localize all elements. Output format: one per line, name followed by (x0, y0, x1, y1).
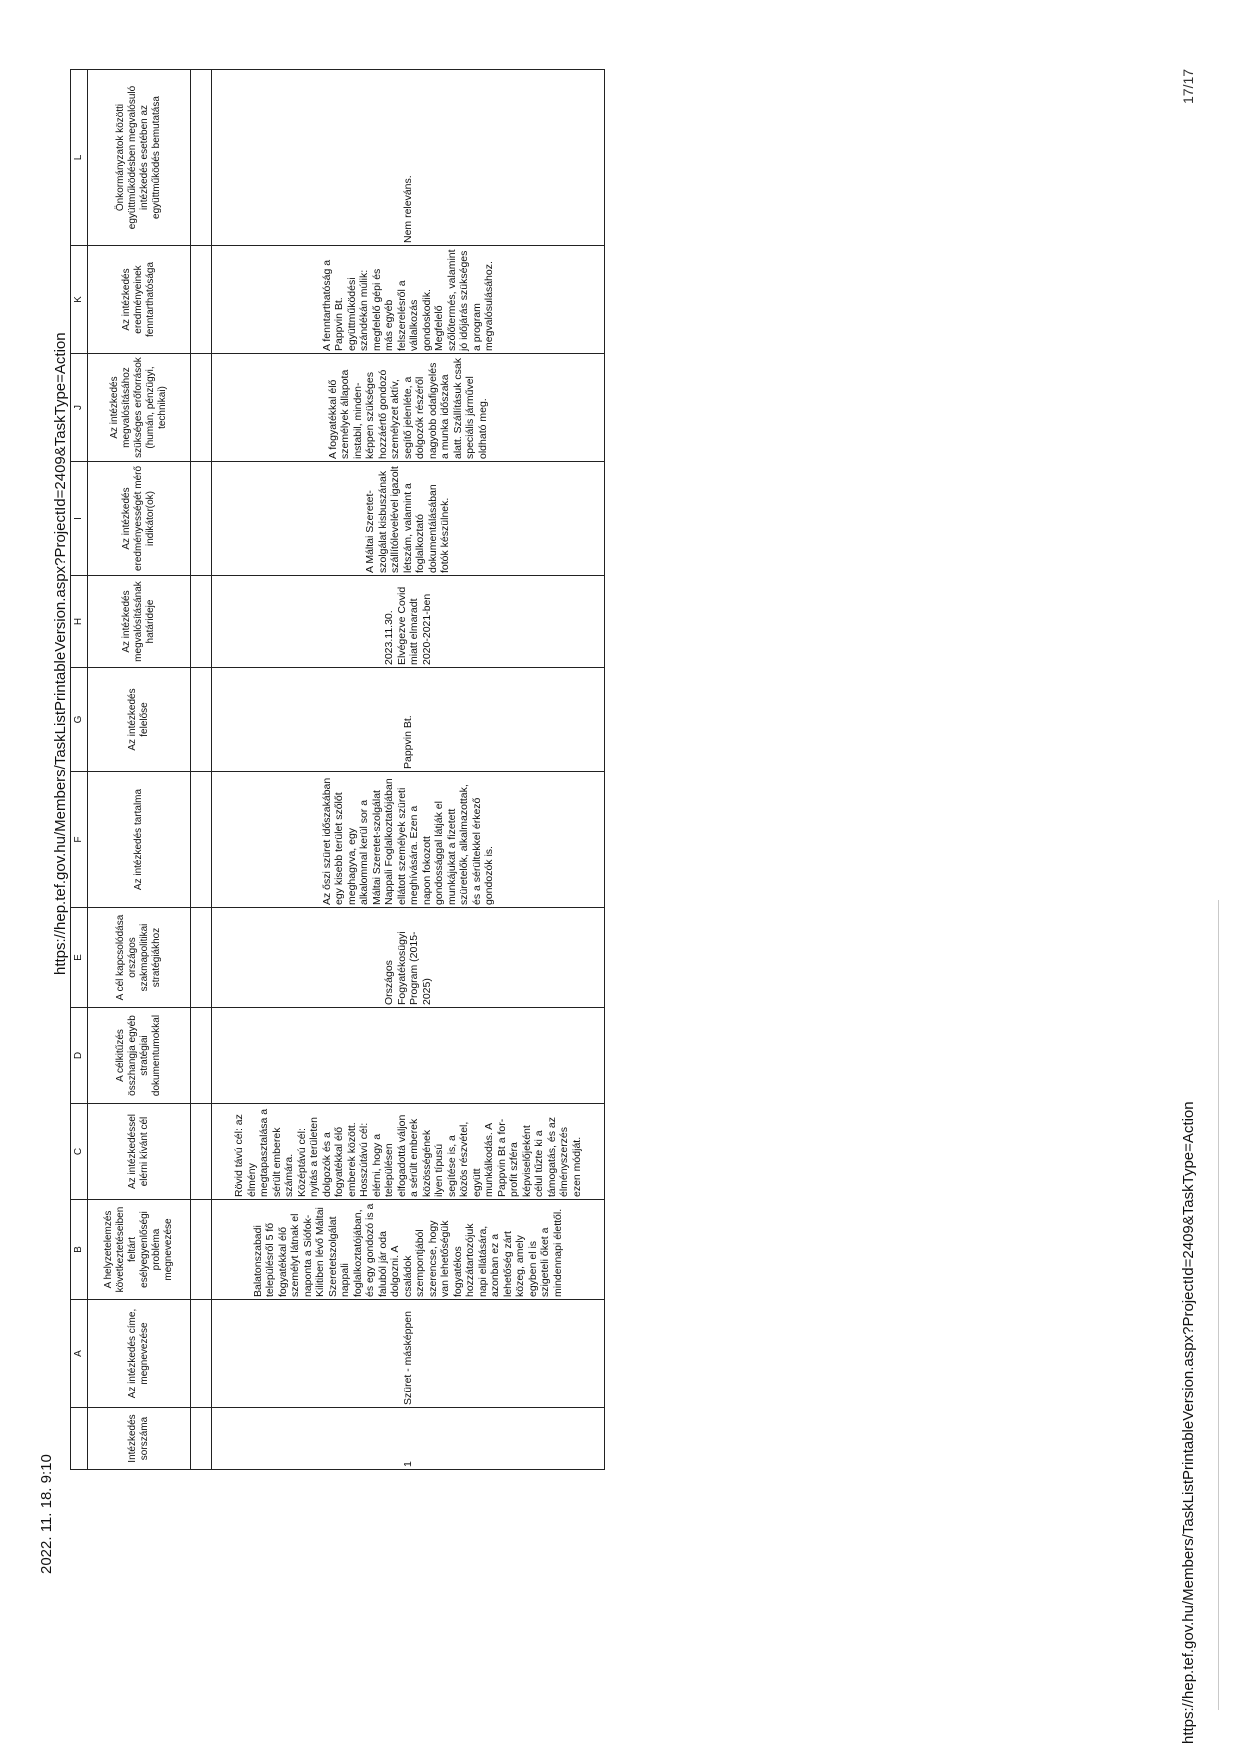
print-footer-url: https://hep.tef.gov.hu/Members/TaskListPrintableVersion.aspx?ProjectId=2409&TaskType=Action (1180, 1101, 1197, 1744)
header-deadline: Az intézkedés megvalósításának határideje (88, 576, 191, 668)
header-resources: Az intézkedés megvalósításához szükséges erőforrások (humán, pénzügyi, technikai) (88, 354, 191, 462)
cell-national-strategy: Országos Fogyatékosügyi Program (2015-2025) (212, 908, 605, 1008)
cell-action-number: 1 (212, 1408, 605, 1470)
column-letter: C (71, 1104, 88, 1200)
scan-edge-line (1218, 900, 1219, 1710)
cell-problem: Balatonszabadi településről 5 fő fogyatékkal élő személyt látnak el naponta a Siófok-Kilitiben lévő Máltai Szeretetszolgálat nappali foglalkoztatójában, és egy gondozó is a faluból jár oda dolgozni. A családok szempontjából szerencse, hogy van lehetőségük fogyatékos hozzátartozójuk napi ellátására, azonban ez a lehetőség zárt közeg, amely egyben el is szigeteli őket a mindennapi élettől. (212, 1200, 605, 1300)
header-action-number: Intézkedés sorszáma (88, 1408, 191, 1470)
action-plan-table (70, 69, 605, 1470)
column-letter: J (71, 354, 88, 462)
empty-row (191, 70, 212, 1470)
column-letter: H (71, 576, 88, 668)
cell-goal: Rövid távú cél: az élmény megtapasztalása a sérült emberek számára. Középtávú cél: nyitás a területen dolgozók és a fogyatékkal élő emberek között. Hosszútávú cél: elérni, hogy a településen elfogadottá váljon a sérült emberek közösségének ilyen típusú segítése is, a közös részvétel, együtt munkálkodás. A Pappvin Bt a for-profit szféra képviselőjeként célul tűzte ki a támogatás, és az élményszerzés ezen módját. (212, 1104, 605, 1200)
header-problem: A helyzetelemzés következtetéseiben feltárt esélyegyenlőségi probléma megnevezése (88, 1200, 191, 1300)
column-letter: I (71, 462, 88, 576)
column-header-row (88, 70, 191, 1470)
cell-action-title: Szüret - másképpen (212, 1300, 605, 1408)
header-sustainability: Az intézkedés eredményeinek fenntarthatósága (88, 246, 191, 354)
column-letter: F (71, 772, 88, 908)
column-letter-row (71, 70, 88, 1470)
cell-sustainability: A fenntarthatóság a Pappvin Bt. együttműködési szándékán múlik: megfelelő gépi és más egyéb felszerelésről a vállalkozás gondoskodik. Megfelelő szőlőtermés, valamint jó időjárás szükséges a program megvalósulásához. (212, 246, 605, 354)
cell-responsible: Pappvin Bt. (212, 668, 605, 772)
print-header-url: https://hep.tef.gov.hu/Members/TaskListPrintableVersion.aspx?ProjectId=2409&TaskType=Action (52, 332, 69, 975)
cell-deadline: 2023.11.30. Elvégezve Covid miatt elmaradt 2020-2021-ben (212, 576, 605, 668)
header-content: Az intézkedés tartalma (88, 772, 191, 908)
cell-content: Az őszi szüret időszakában egy kisebb terület szőlőt meghagyva, egy alkalommal kerül sor a Máltai Szeretet-szolgálat Nappali Foglalkoztatójában ellátott személyek szüreti meghívására. Ezen a napon fokozott gondossággal látják el munkájukat a fizetett szüretelők, alkalmazottak, és a sérültekkel érkező gondozók is. (212, 772, 605, 908)
header-action-title: Az intézkedés címe, megnevezése (88, 1300, 191, 1408)
cell-resources: A fogyatékkal élő személyek állapota instabil, minden-képpen szükséges hozzáértő gondozó személyzet aktív, segítő jelenléte, a dolgozók részéről nagyobb odafigyelés a munka időszaka alatt. Szállításuk csak speciális járművel oldható meg. (212, 354, 605, 462)
table-row (212, 70, 605, 1470)
header-indicator: Az intézkedés eredményességét mérő indikátor(ok) (88, 462, 191, 576)
header-national-strategy: A cél kapcsolódása országos szakmapolitikai stratégiákhoz (88, 908, 191, 1008)
cell-strategy-docs (212, 1008, 605, 1104)
header-strategy-docs: A célkitűzés összhangja egyéb stratégiai dokumentumokkal (88, 1008, 191, 1104)
header-goal: Az intézkedéssel elérni kívánt cél (88, 1104, 191, 1200)
cell-indicator: A Máltai Szeretet-szolgálat kisbuszának szállítólevelével igazolt létszám, valamint a foglalkoztató dokumentálásában fotók készülnek. (212, 462, 605, 576)
action-plan-table-wrapper (70, 70, 605, 1470)
column-letter: D (71, 1008, 88, 1104)
column-letter: G (71, 668, 88, 772)
column-letter (71, 1408, 88, 1470)
column-letter: B (71, 1200, 88, 1300)
page-number: 17/17 (1180, 68, 1196, 104)
header-cooperation: Önkormányzatok közötti együttműködésben megvalósuló intézkedés esetében az együttműködés bemutatása (88, 70, 191, 246)
print-datetime: 2022. 11. 18. 9:10 (38, 1454, 55, 1574)
column-letter: A (71, 1300, 88, 1408)
cell-cooperation: Nem releváns. (212, 70, 605, 246)
column-letter: L (71, 70, 88, 246)
header-responsible: Az intézkedés felelőse (88, 668, 191, 772)
column-letter: E (71, 908, 88, 1008)
column-letter: K (71, 246, 88, 354)
